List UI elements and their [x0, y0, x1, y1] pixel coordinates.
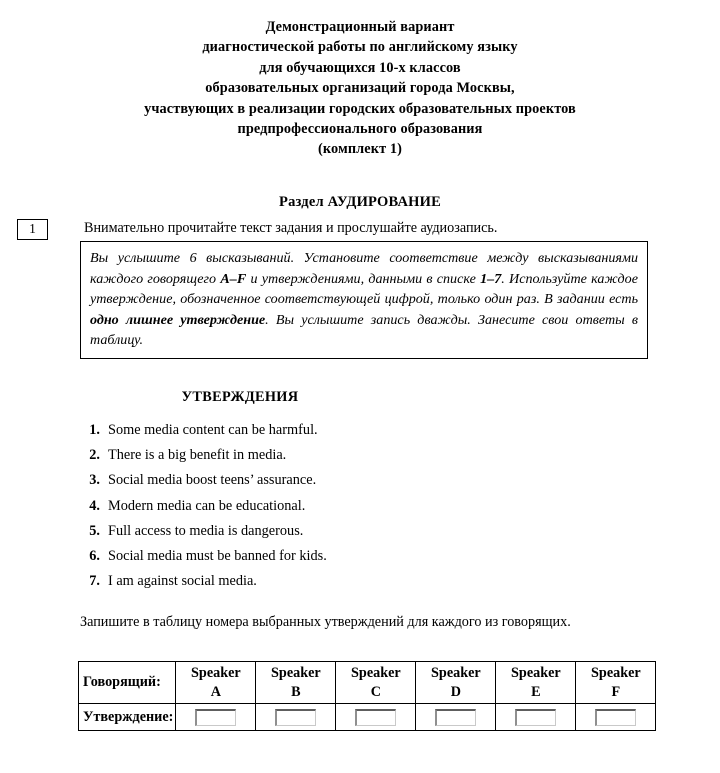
- statement-number: 1.: [89, 422, 100, 438]
- answer-table: [78, 661, 656, 731]
- task-intro-text: Внимательно прочитайте текст задания и прослушайте аудиозапись.: [84, 219, 498, 236]
- list-item: [80, 519, 600, 544]
- column-header-speaker-e: [496, 662, 576, 704]
- list-item: [80, 418, 600, 443]
- speaker-word: Speaker: [351, 665, 401, 681]
- answer-input-speaker-b[interactable]: [275, 709, 316, 726]
- list-item: [80, 468, 600, 493]
- speaker-word: Speaker: [271, 665, 321, 681]
- speaker-word: Speaker: [431, 665, 481, 681]
- column-header-speaker-a: [176, 662, 256, 704]
- speaker-letter: F: [611, 683, 621, 700]
- row-label-speaker: Говорящий:: [79, 662, 176, 704]
- answer-cell-speaker-c[interactable]: [336, 704, 416, 731]
- document-title: [0, 0, 720, 160]
- statement-number: 3.: [89, 472, 100, 489]
- answer-input-speaker-c[interactable]: [355, 709, 396, 726]
- task-instruction-text: [90, 248, 638, 351]
- answer-input-speaker-e[interactable]: [515, 709, 556, 726]
- speaker-letter: B: [291, 683, 301, 700]
- statement-number: 2.: [89, 447, 100, 464]
- statement-number: 5.: [89, 522, 100, 539]
- statement-text: I am against social media.: [108, 573, 257, 590]
- instruction-part-2: и утверждениями, данными в списке: [246, 270, 481, 287]
- speaker-word: Speaker: [191, 665, 241, 681]
- title-line-1: Демонстрационный вариант: [265, 19, 455, 35]
- instruction-part-4: . Вы услышите запись дважды. Занесите свои ответы в таблицу.: [90, 311, 639, 349]
- title-line-6: предпрофессионального образования: [237, 121, 483, 138]
- list-item: [80, 544, 600, 569]
- task-header-row: [0, 219, 720, 241]
- instruction-part-1: Вы услышите 6 высказываний. Установите соответствие между высказываниями каждого говорящего: [90, 250, 638, 287]
- answer-input-speaker-d[interactable]: [435, 709, 476, 726]
- answer-cell-speaker-b[interactable]: [256, 704, 336, 731]
- title-line-7: (комплект 1): [318, 141, 402, 158]
- answer-cell-speaker-a[interactable]: [176, 704, 256, 731]
- statements-heading: УТВЕРЖДЕНИЯ: [181, 389, 299, 405]
- title-line-4: образовательных организаций города Москвы,: [205, 80, 515, 97]
- statements-list: [80, 418, 600, 594]
- speaker-letter: D: [450, 683, 461, 700]
- column-header-speaker-b: [256, 662, 336, 704]
- statement-number-range: 1–7: [480, 270, 502, 287]
- task-instruction-box: [80, 241, 648, 359]
- column-header-speaker-c: [336, 662, 416, 704]
- statement-text: There is a big benefit in media.: [108, 447, 287, 464]
- title-line-2: диагностической работы по английскому языку: [202, 39, 518, 56]
- table-row: [79, 662, 656, 704]
- answer-table-intro: Запишите в таблицу номера выбранных утверждений для каждого из говорящих.: [80, 614, 571, 630]
- list-item: [80, 443, 600, 468]
- statement-number: 4.: [89, 497, 100, 514]
- task-number-box: 1: [17, 219, 48, 240]
- statement-text: Modern media can be educational.: [108, 497, 306, 514]
- speaker-letter: E: [531, 683, 541, 700]
- list-item: [80, 569, 600, 594]
- answer-input-speaker-f[interactable]: [595, 709, 636, 726]
- answer-input-speaker-a[interactable]: [195, 709, 236, 726]
- column-header-speaker-f: [576, 662, 656, 704]
- row-label-statement: Утверждение:: [79, 704, 176, 731]
- statement-number: 7.: [89, 573, 100, 590]
- statement-text: Some media content can be harmful.: [108, 422, 318, 438]
- statement-text: Social media boost teens’ assurance.: [108, 472, 317, 489]
- statement-text: Full access to media is dangerous.: [108, 522, 304, 539]
- instruction-part-3: . Используйте каждое утверждение, обозначенное соответствующей цифрой, только один раз. В задании есть: [90, 270, 638, 308]
- column-header-speaker-d: [416, 662, 496, 704]
- speaker-word: Speaker: [591, 665, 641, 681]
- extra-statement-emphasis: одно лишнее утверждение: [90, 311, 266, 328]
- statement-text: Social media must be banned for kids.: [108, 548, 327, 565]
- list-item: [80, 494, 600, 519]
- answer-cell-speaker-d[interactable]: [416, 704, 496, 731]
- speaker-letter: A: [210, 683, 221, 700]
- answer-cell-speaker-f[interactable]: [576, 704, 656, 731]
- table-row: [79, 704, 656, 731]
- speaker-word: Speaker: [511, 665, 561, 681]
- statement-number: 6.: [89, 548, 100, 565]
- answer-cell-speaker-e[interactable]: [496, 704, 576, 731]
- section-heading: Раздел АУДИРОВАНИЕ: [279, 193, 441, 210]
- title-line-3: для обучающихся 10-х классов: [259, 59, 461, 76]
- speaker-letter-range: A–F: [220, 270, 247, 287]
- title-line-5: участвующих в реализации городских образовательных проектов: [144, 100, 576, 117]
- speaker-letter: C: [370, 683, 381, 700]
